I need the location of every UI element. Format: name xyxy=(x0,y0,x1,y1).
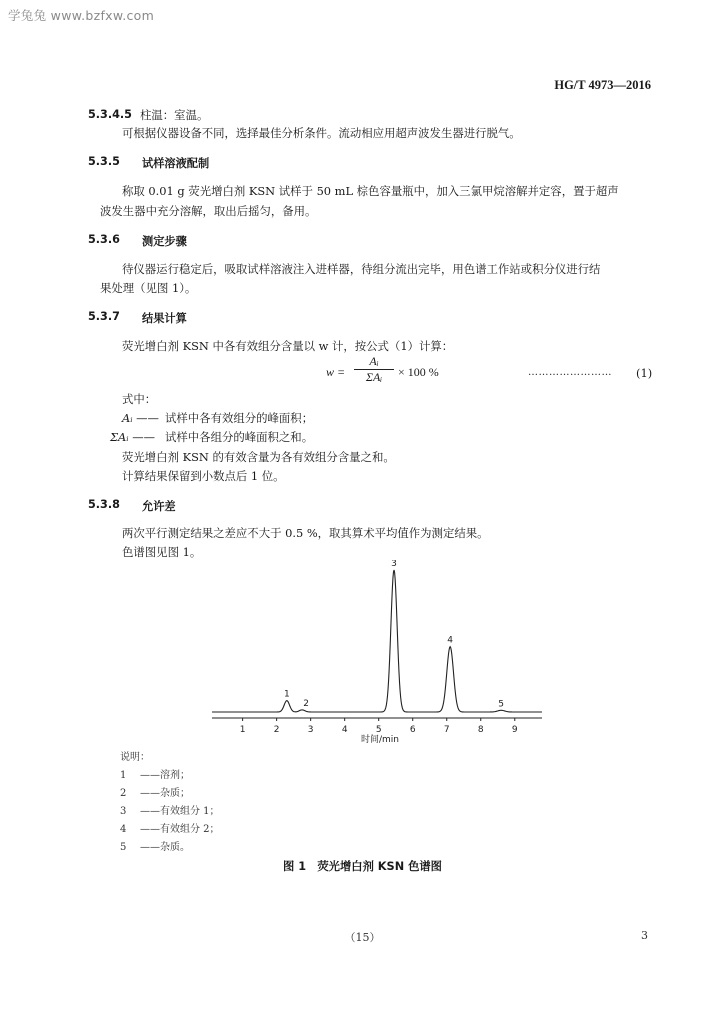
where-label: 式中： xyxy=(122,392,157,406)
peak-label-3: 3 xyxy=(391,560,397,569)
x-tick-label: 1 xyxy=(239,725,246,735)
legend-item xyxy=(120,838,220,856)
formula-dots: …………………… xyxy=(528,367,612,378)
watermark: 学兔兔 www.bzfxw.com xyxy=(8,8,155,23)
x-tick-label: 2 xyxy=(273,725,280,735)
section-535-line1: 称取 0.01 g 荧光增白剂 KSN 试样于 50 mL 棕色容量瓶中，加入三氯甲烷溶解并定容，置于超声 xyxy=(122,184,619,198)
legend-item-number: 2 xyxy=(120,788,127,799)
x-tick-label: 8 xyxy=(477,725,484,735)
formula-numerator: Aᵢ xyxy=(369,354,379,368)
def1-symbol: Aᵢ —— xyxy=(122,411,159,425)
page-number: 3 xyxy=(641,929,648,942)
legend-item xyxy=(120,766,220,784)
def1-text: 试样中各有效组分的峰面积； xyxy=(165,411,314,425)
section-536-title: 测定步骤 xyxy=(142,235,187,248)
legend-list xyxy=(120,766,220,856)
section-537-title: 结果计算 xyxy=(142,312,187,325)
def2-text: 试样中各组分的峰面积之和。 xyxy=(165,430,314,444)
section-536-line2: 果处理（见图 1）。 xyxy=(100,281,197,295)
peak-label-4: 4 xyxy=(447,635,454,646)
section-5345-number: 5.3.4.5 xyxy=(88,108,132,121)
footer-center: （15） xyxy=(344,931,381,944)
legend-item-text: 杂质； xyxy=(160,788,190,799)
section-538-title: 允许差 xyxy=(142,500,176,513)
x-axis-label: 时间/min xyxy=(360,735,400,745)
formula-fraction xyxy=(354,354,394,385)
legend-item-text: 杂质。 xyxy=(160,842,190,853)
section-538-number: 5.3.8 xyxy=(88,498,120,511)
x-tick-label: 3 xyxy=(307,725,314,735)
x-tick-label: 5 xyxy=(375,725,382,735)
section-5345-text: 柱温：室温。 xyxy=(140,108,209,122)
peak-label-2: 2 xyxy=(303,698,310,709)
section-535-line2: 波发生器中充分溶解，取出后摇匀，备用。 xyxy=(100,204,317,218)
section-538-line2: 色谱图见图 1。 xyxy=(122,545,202,559)
x-tick-label: 9 xyxy=(511,725,518,735)
standard-code: HG/T 4973—2016 xyxy=(554,78,651,92)
legend-item-sep: —— xyxy=(140,842,160,853)
chromatogram-chart xyxy=(200,560,560,750)
formula-denominator: ΣAᵢ xyxy=(354,369,394,385)
legend-item-sep: —— xyxy=(140,824,160,835)
legend-item-text: 有效组分 2； xyxy=(160,824,220,835)
legend-item xyxy=(120,784,220,802)
section-535-title: 试样溶液配制 xyxy=(142,157,210,170)
section-536-number: 5.3.6 xyxy=(88,233,120,246)
legend-item xyxy=(120,820,220,838)
legend-item-number: 3 xyxy=(120,806,127,817)
legend-item-text: 溶剂； xyxy=(160,770,190,781)
section-537-number: 5.3.7 xyxy=(88,310,120,323)
section-538-line1: 两次平行测定结果之差应不大于 0.5 %，取其算术平均值作为测定结果。 xyxy=(122,526,489,540)
section-535-number: 5.3.5 xyxy=(88,155,120,168)
formula-lhs: w = xyxy=(326,365,346,379)
legend-item-number: 4 xyxy=(120,824,127,835)
section-536-line1: 待仪器运行稳定后，吸取试样溶液注入进样器，待组分流出完毕，用色谱工作站或积分仪进行结 xyxy=(122,262,601,276)
peak-label-1: 1 xyxy=(283,689,290,700)
rounding-note: 计算结果保留到小数点后 1 位。 xyxy=(122,469,285,483)
x-tick-label: 6 xyxy=(409,725,416,735)
legend-item-number: 1 xyxy=(120,770,127,781)
chromatogram-trace xyxy=(212,570,542,712)
legend-item-number: 5 xyxy=(120,842,127,853)
figure-caption: 图 1 荧光增白剂 KSN 色谱图 xyxy=(283,860,442,873)
section-5345-line2: 可根据仪器设备不同，选择最佳分析条件。流动相应用超声波发生器进行脱气。 xyxy=(122,126,521,140)
legend-item-sep: —— xyxy=(140,788,160,799)
peak-label-5: 5 xyxy=(498,699,505,710)
x-tick-label: 4 xyxy=(341,725,348,735)
def2-symbol: ΣAᵢ —— xyxy=(110,430,155,444)
legend-item-sep: —— xyxy=(140,770,160,781)
formula-number: (1) xyxy=(636,366,653,380)
legend-item-sep: —— xyxy=(140,806,160,817)
legend-item-text: 有效组分 1； xyxy=(160,806,220,817)
formula-rhs: × 100 % xyxy=(398,365,439,379)
section-537-intro: 荧光增白剂 KSN 中各有效组分含量以 w 计，按公式（1）计算： xyxy=(122,339,454,353)
legend-item xyxy=(120,802,220,820)
legend-heading: 说明： xyxy=(120,752,150,763)
x-tick-label: 7 xyxy=(443,725,450,735)
sum-note: 荧光增白剂 KSN 的有效含量为各有效组分含量之和。 xyxy=(122,450,395,464)
